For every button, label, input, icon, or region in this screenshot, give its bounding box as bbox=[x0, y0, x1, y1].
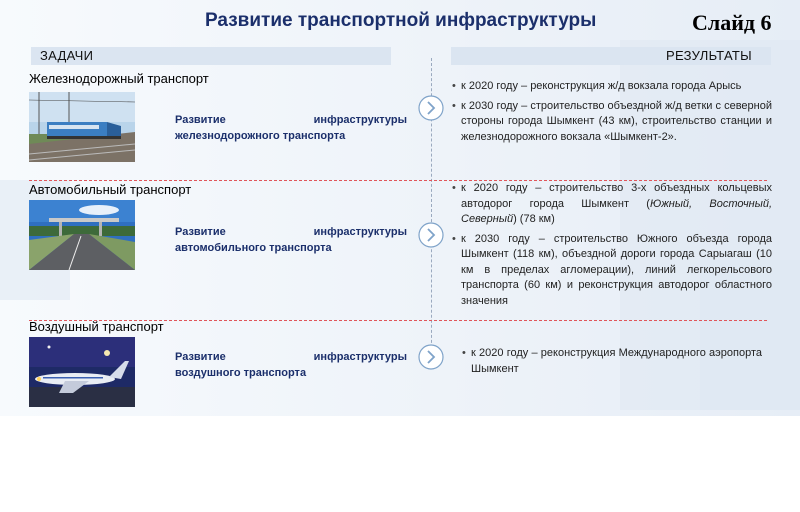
task-air bbox=[175, 349, 407, 381]
task-word: Развитие bbox=[175, 114, 226, 126]
highway-photo bbox=[29, 200, 135, 270]
category-label-air: Воздушный транспорт bbox=[29, 319, 164, 334]
task-word: Развитие bbox=[175, 226, 226, 238]
task-rail bbox=[175, 112, 407, 144]
chevron-right-circle-icon bbox=[418, 222, 444, 248]
category-label-road: Автомобильный транспорт bbox=[29, 182, 192, 197]
task-word: инфраструктуры bbox=[313, 114, 407, 126]
category-label-rail: Железнодорожный транспорт bbox=[29, 71, 209, 86]
task-word: инфраструктуры bbox=[313, 226, 407, 238]
task-word: Развитие bbox=[175, 351, 226, 363]
results-header: РЕЗУЛЬТАТЫ bbox=[666, 48, 752, 63]
result-item: • к 2020 году – строительство 3-х объездных кольцевых автодорог города Шымкент (Южный, Восточный, Северный) (78 км) bbox=[452, 181, 772, 228]
result-item: • к 2030 году – строительство Южного объезда города Шымкент (118 км), объездной дороги города Сарыагаш (10 км в пределах агломерации), линий легкорельсового транспорта (60 км) и реконструкция автодорог областного значения bbox=[452, 232, 772, 310]
chevron-right-circle-icon bbox=[418, 95, 444, 121]
results-road bbox=[452, 181, 772, 313]
result-item: • к 2030 году – строительство объездной ж/д ветки с северной стороны города Шымкент (43 км), строительство станции и железнодорожного вокзала «Шымкент-2». bbox=[452, 99, 772, 146]
task-word: инфраструктуры bbox=[313, 351, 407, 363]
slide-number: Слайд 6 bbox=[692, 10, 772, 35]
results-air bbox=[462, 346, 762, 381]
task-line: воздушного транспорта bbox=[175, 367, 307, 379]
task-line: железнодорожного транспорта bbox=[175, 130, 346, 142]
task-road bbox=[175, 224, 407, 256]
result-item: • к 2020 году – реконструкция ж/д вокзала города Арысь bbox=[452, 79, 772, 95]
results-rail bbox=[452, 79, 772, 149]
slide-title: Развитие транспортной инфраструктуры bbox=[205, 10, 597, 31]
task-line: автомобильного транспорта bbox=[175, 242, 332, 254]
airplane-photo bbox=[29, 337, 135, 407]
tasks-header: ЗАДАЧИ bbox=[40, 48, 94, 63]
result-item: • к 2020 году – реконструкция Международного аэропорта Шымкент bbox=[462, 346, 762, 377]
train-photo bbox=[29, 92, 135, 162]
chevron-right-circle-icon bbox=[418, 344, 444, 370]
